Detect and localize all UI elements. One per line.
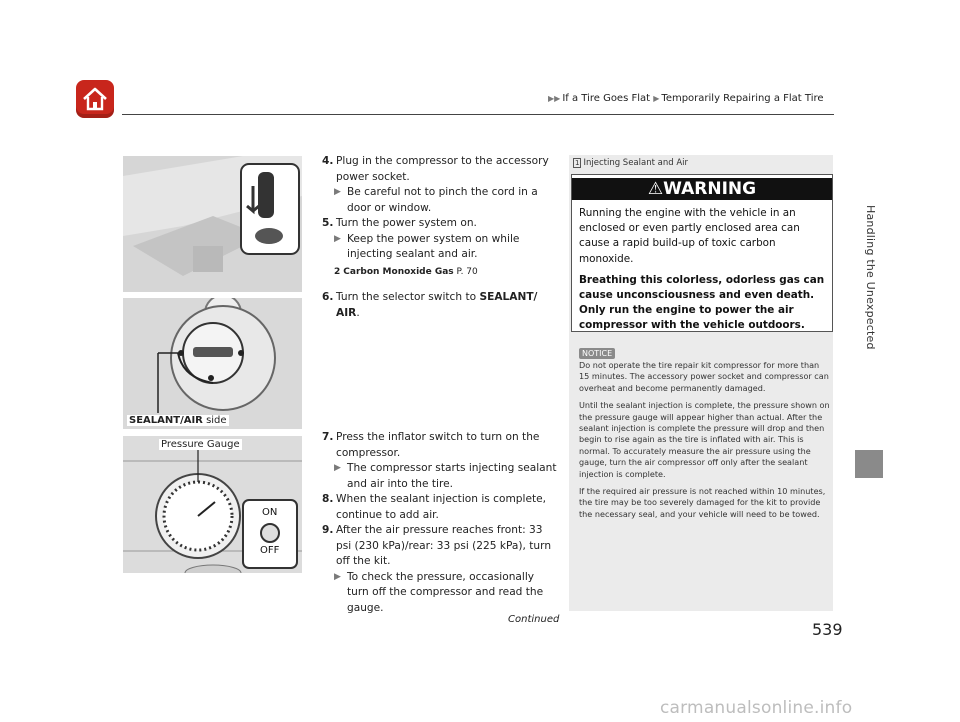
warning-paragraph: Breathing this colorless, odorless gas can cause unconsciousness and even death. Only run the engine to power the air compressor with the vehicle outdoors.: [579, 273, 825, 332]
breadcrumb-arrow-icon: ▶▶: [548, 94, 561, 103]
note-icon: 1: [575, 159, 580, 167]
substep-arrow-icon: ▶: [334, 187, 341, 197]
substep-arrow-icon: ▶: [334, 233, 341, 244]
home-icon: [81, 85, 109, 113]
photo-power-socket: [123, 156, 302, 292]
breadcrumb-item[interactable]: If a Tire Goes Flat: [562, 93, 651, 104]
home-button[interactable]: [76, 80, 114, 118]
notes-heading-text: Injecting Sealant and Air: [583, 158, 688, 168]
step-substep: [334, 570, 558, 617]
step-text: Turn the selector switch to: [336, 291, 480, 303]
step-5: [322, 216, 558, 232]
notice-badge: NOTICE: [579, 348, 615, 359]
watermark: carmanualsonline.info: [660, 698, 853, 718]
substep-text: Be careful not to pinch the cord in a door or window.: [347, 186, 538, 214]
warning-title-text: WARNING: [663, 179, 757, 199]
substep-text: Keep the power system on while injecting sealant and air.: [347, 232, 520, 260]
notes-heading: [573, 158, 688, 168]
substep-arrow-icon: ▶: [334, 571, 341, 582]
step-6: [322, 290, 558, 321]
cross-reference-link[interactable]: [334, 265, 558, 281]
step-text: Turn the power system on.: [336, 217, 477, 229]
warning-text: [572, 200, 832, 334]
step-text: Plug in the compressor to the accessory power socket.: [336, 155, 549, 183]
continued-label: Continued: [508, 614, 560, 625]
cross-reference-icon: 2: [334, 266, 341, 277]
step-number: 9.: [322, 524, 334, 536]
step-substep: [334, 461, 558, 492]
section-side-tab: [855, 130, 883, 450]
breadcrumb-item[interactable]: Temporarily Repairing a Flat Tire: [661, 93, 824, 104]
step-9: [322, 523, 558, 570]
step-text: Press the inflator switch to turn on the compressor.: [336, 431, 540, 459]
section-side-label: Handling the Unexpected: [864, 205, 877, 350]
warning-title: [572, 178, 832, 200]
step-8: [322, 492, 558, 523]
step-4: [322, 154, 558, 185]
photo-selector-switch: [123, 298, 302, 429]
breadcrumb-arrow-icon: ▶: [653, 94, 660, 103]
step-substep: [334, 232, 558, 263]
step-substep: [334, 185, 558, 216]
gauge-callout: Pressure Gauge: [161, 439, 240, 450]
step-text-suffix: .: [356, 306, 360, 319]
notice-paragraph: Do not operate the tire repair kit compressor for more than 15 minutes. The accessory power socket and compressor can overheat and become permanently damaged.: [579, 360, 829, 393]
step-number: 5.: [322, 217, 334, 229]
selector-callout-rest: side: [202, 415, 227, 426]
warning-paragraph: Running the engine with the vehicle in an enclosed or even partly enclosed area can cause a rapid build-up of toxic carbon monoxide.: [579, 207, 800, 265]
section-marker: [855, 450, 883, 478]
step-text: After the air pressure reaches front: 33 psi (230 kPa)/rear: 33 psi (225 kPa), turn off the kit.: [336, 524, 552, 567]
selector-callout-bold: SEALANT/AIR: [129, 415, 203, 426]
step-number: 8.: [322, 493, 334, 505]
step-number: 6.: [322, 291, 334, 303]
notes-panel: [569, 155, 833, 611]
step-7: [322, 430, 558, 461]
substep-arrow-icon: ▶: [334, 463, 341, 473]
notice-paragraph: Until the sealant injection is complete, the pressure shown on the pressure gauge will appear higher than actual. After the sealant injection is complete the pressure will drop and then begin to rise again as the tire is inflated with air. This is normal. To accurately measure the air pressure using the gauge, turn the air compressor off only after the sealant injection is complete.: [579, 400, 830, 479]
steps-column: [322, 154, 558, 616]
step-text: When the sealant injection is complete, continue to add air.: [336, 493, 547, 521]
step-number: 7.: [322, 431, 334, 443]
notice-text: [579, 360, 831, 526]
step-text-bold: SEALANT/ AIR: [336, 291, 538, 319]
header-divider: [122, 114, 834, 115]
photo-pressure-gauge: [123, 436, 302, 573]
substep-text: To check the pressure, occasionally turn off the compressor and read the gauge.: [347, 570, 544, 614]
substep-text: The compressor starts injecting sealant and air into the tire.: [347, 462, 557, 490]
selector-callout: [127, 415, 229, 426]
warning-triangle-icon: ⚠: [647, 179, 664, 199]
xref-page: P. 70: [456, 266, 478, 277]
switch-on-label: ON: [262, 507, 278, 518]
notice-paragraph: If the required air pressure is not reached within 10 minutes, the tire may be too severely damaged for the kit to provide the necessary seal, and your vehicle will need to be towed.: [579, 486, 826, 519]
breadcrumb: [548, 93, 824, 104]
page-number: 539: [812, 620, 843, 639]
warning-box: [571, 174, 833, 332]
switch-off-label: OFF: [260, 545, 280, 556]
xref-label: Carbon Monoxide Gas: [343, 266, 454, 277]
step-number: 4.: [322, 155, 334, 167]
